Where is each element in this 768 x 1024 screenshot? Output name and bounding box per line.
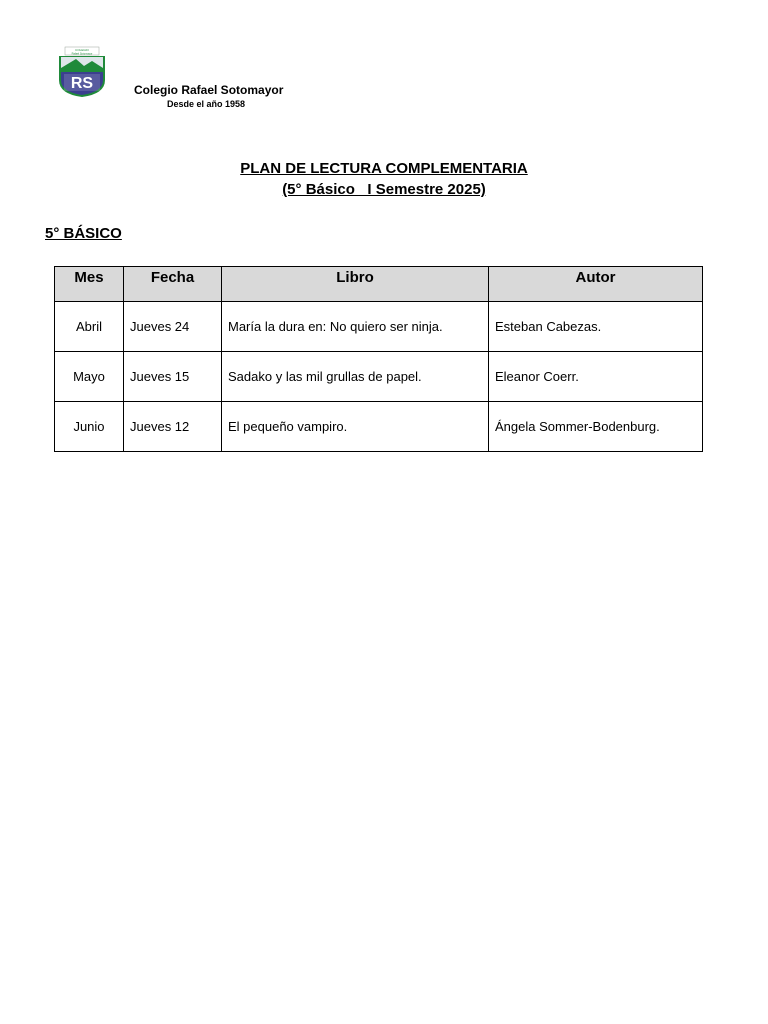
cell-libro: El pequeño vampiro. <box>222 402 489 452</box>
cell-libro: María la dura en: No quiero ser ninja. <box>222 302 489 352</box>
cell-mes: Mayo <box>55 352 124 402</box>
cell-autor: Esteban Cabezas. <box>489 302 703 352</box>
column-header-autor: Autor <box>489 267 703 302</box>
title-line-1: PLAN DE LECTURA COMPLEMENTARIA <box>240 160 528 177</box>
school-founding-note: Desde el año 1958 <box>167 99 246 109</box>
svg-text:COLEGIO: COLEGIO <box>75 48 89 52</box>
table-row <box>55 352 703 402</box>
table-header-row <box>55 267 703 302</box>
cell-mes: Abril <box>55 302 124 352</box>
svg-text:RS: RS <box>70 75 94 92</box>
cell-mes: Junio <box>55 402 124 452</box>
section-heading: 5° BÁSICO <box>45 225 122 242</box>
svg-text:Rafael Sotomayor: Rafael Sotomayor <box>71 52 93 56</box>
cell-autor: Eleanor Coerr. <box>489 352 703 402</box>
school-name: Colegio Rafael Sotomayor <box>134 83 284 97</box>
title-line-2: (5° Básico I Semestre 2025) <box>282 181 486 198</box>
school-crest-logo <box>56 44 108 98</box>
column-header-fecha: Fecha <box>124 267 222 302</box>
cell-libro: Sadako y las mil grullas de papel. <box>222 352 489 402</box>
column-header-libro: Libro <box>222 267 489 302</box>
cell-autor: Ángela Sommer-Bodenburg. <box>489 402 703 452</box>
document-title <box>0 158 768 200</box>
reading-plan-table <box>54 266 703 452</box>
cell-fecha: Jueves 15 <box>124 352 222 402</box>
table-row <box>55 302 703 352</box>
cell-fecha: Jueves 12 <box>124 402 222 452</box>
cell-fecha: Jueves 24 <box>124 302 222 352</box>
table-row <box>55 402 703 452</box>
column-header-mes: Mes <box>55 267 124 302</box>
